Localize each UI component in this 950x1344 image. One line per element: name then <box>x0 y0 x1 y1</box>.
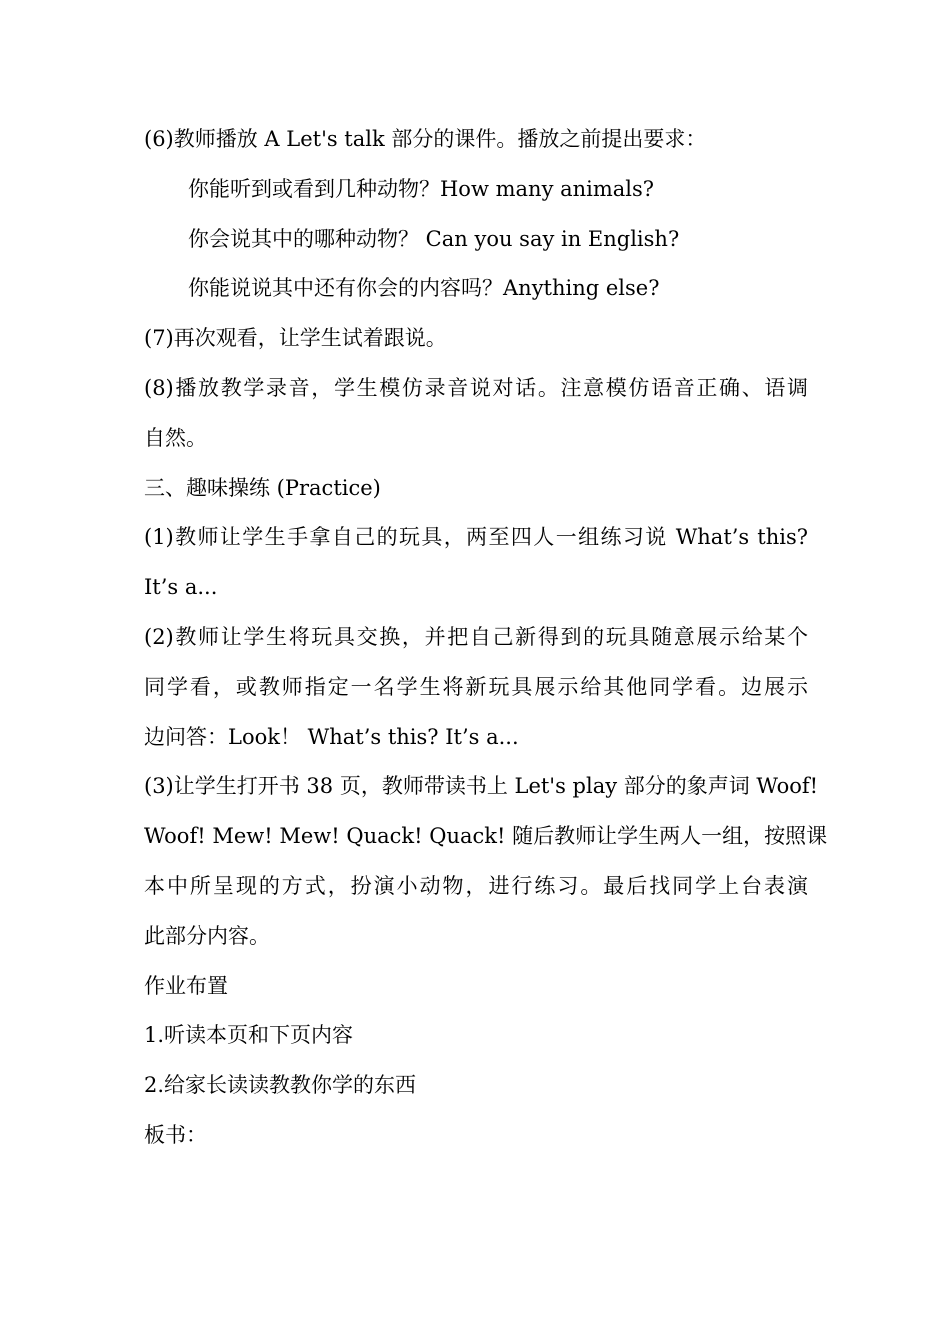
text-line-practice-3-cont-a: Woof! Mew! Mew! Quack! Quack! 随后教师让学生两人一组，按照课 <box>144 824 828 849</box>
text-line-practice-3: (3)让学生打开书 38 页，教师带读书上 Let's play 部分的象声词 Woof! <box>144 774 819 799</box>
text-line-practice-3-cont-c: 此部分内容。 <box>144 923 270 948</box>
text-line-step-7: (7)再次观看，让学生试着跟说。 <box>144 326 447 351</box>
text-line-practice-1-cont: It’s a... <box>144 575 218 600</box>
text-line-practice-2: (2)教师让学生将玩具交换，并把自己新得到的玩具随意展示给某个 <box>144 624 808 649</box>
section-heading-homework: 作业布置 <box>144 973 228 998</box>
text-line-step-6: (6)教师播放 A Let's talk 部分的课件。播放之前提出要求： <box>144 127 707 151</box>
text-line-step-8-cont: 自然。 <box>144 425 207 450</box>
text-line-practice-3-cont-b: 本中所呈现的方式，扮演小动物，进行练习。最后找同学上台表演 <box>144 873 808 898</box>
document-page <box>144 115 828 1161</box>
text-line-practice-2-cont-b: 边问答：Look！ What’s this? It’s a... <box>144 724 519 749</box>
homework-item-2: 2.给家长读读教教你学的东西 <box>144 1073 417 1098</box>
text-line-practice-2-cont-a: 同学看，或教师指定一名学生将新玩具展示给其他同学看。边展示 <box>144 674 808 699</box>
homework-item-1: 1.听读本页和下页内容 <box>144 1023 354 1048</box>
text-line-question-animals: 你能听到或看到几种动物？How many animals? <box>188 176 655 201</box>
section-heading-blackboard: 板书： <box>144 1122 207 1147</box>
text-line-question-english: 你会说其中的哪种动物？ Can you say in English? <box>188 226 680 251</box>
text-line-practice-1: (1)教师让学生手拿自己的玩具，两至四人一组练习说 What’s this? <box>144 525 808 550</box>
section-heading-practice: 三、趣味操练 (Practice) <box>144 475 381 500</box>
text-line-question-else: 你能说说其中还有你会的内容吗？Anything else? <box>188 276 660 301</box>
text-line-step-8: (8)播放教学录音，学生模仿录音说对话。注意模仿语音正确、语调 <box>144 375 808 400</box>
